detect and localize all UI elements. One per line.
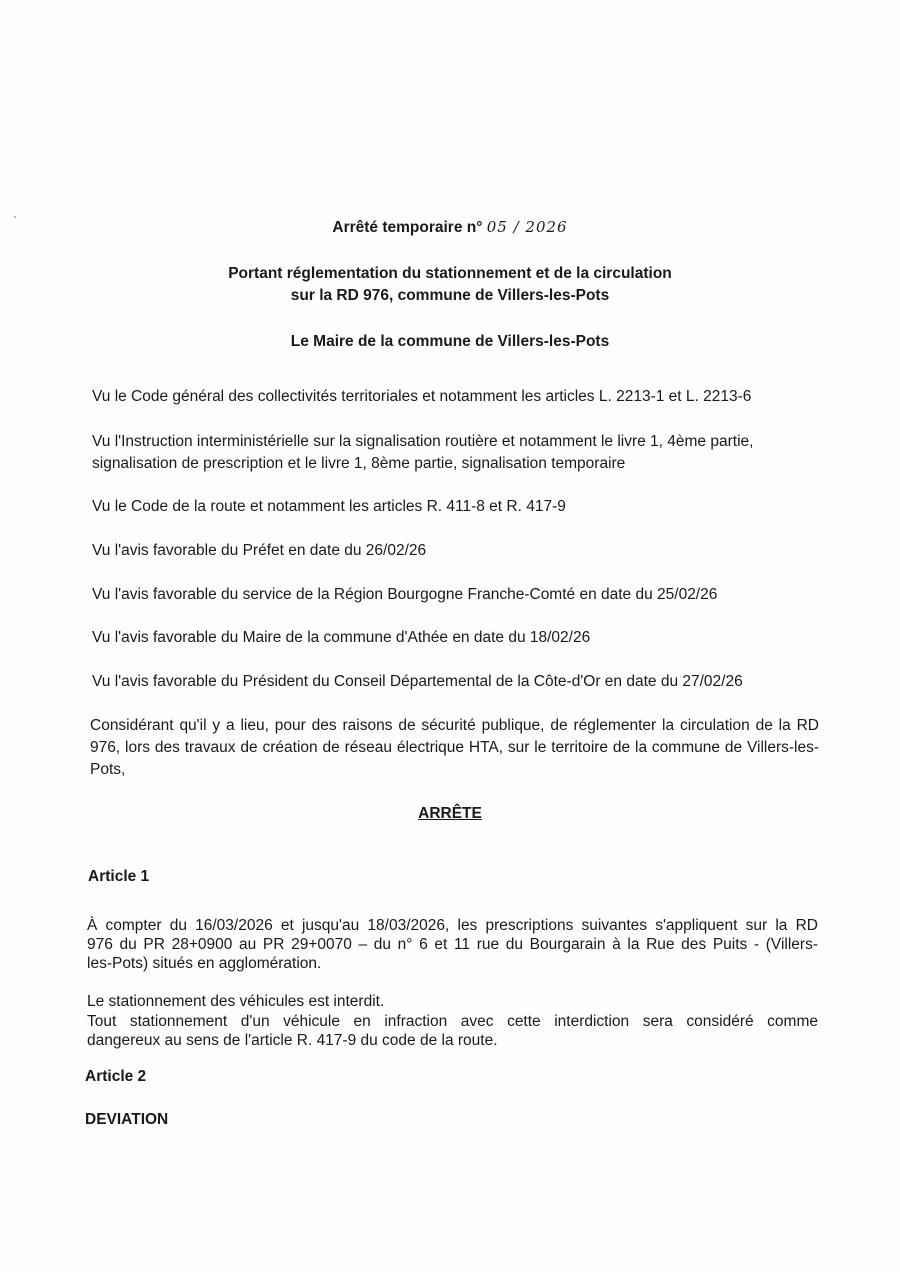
visa-region: Vu l'avis favorable du service de la Région Bourgogne Franche-Comté en date du 25/02/26 [92, 586, 718, 603]
article1-para1-line3: les-Pots) situés en agglomération. [87, 955, 322, 972]
arrete-heading: ARRÊTE [418, 805, 482, 822]
visa-instruction-line2: signalisation de prescription et le livre 1, 8ème partie, signalisation temporaire [92, 455, 626, 472]
article1-para2-line3: dangereux au sens de l'article R. 417-9 du code de la route. [87, 1032, 498, 1049]
decree-title-printed: Arrêté temporaire n° [332, 219, 483, 236]
visa-cgct: Vu le Code général des collectivités territoriales et notamment les articles L. 2213-1 et L. 2213-6 [92, 388, 752, 405]
considerant-line2: 976, lors des travaux de création de réseau électrique HTA, sur le territoire de la commune de Villers-les- [90, 739, 819, 756]
article1-para1-line1: À compter du 16/03/2026 et jusqu'au 18/03/2026, les prescriptions suivantes s'appliquent sur la RD [87, 917, 818, 934]
decree-number-handwritten: 05 / 2026 [486, 218, 568, 236]
visa-instruction-line1: Vu l'Instruction interministérielle sur la signalisation routière et notamment le livre 1, 4ème partie, [92, 433, 754, 450]
decree-authority: Le Maire de la commune de Villers-les-Pots [290, 333, 610, 350]
article2-heading: Article 2 [85, 1068, 147, 1085]
article1-para2-line1: Le stationnement des véhicules est interdit. [87, 993, 385, 1010]
considerant-line1: Considérant qu'il y a lieu, pour des raisons de sécurité publique, de réglementer la circulation de la RD [90, 717, 819, 734]
article2-subheading: DEVIATION [85, 1111, 169, 1128]
decree-subtitle-line2: sur la RD 976, commune de Villers-les-Pots [290, 287, 610, 304]
article1-heading: Article 1 [88, 868, 150, 885]
visa-maire-athee: Vu l'avis favorable du Maire de la commune d'Athée en date du 18/02/26 [92, 629, 591, 646]
decree-subtitle-line1: Portant réglementation du stationnement et de la circulation [228, 265, 672, 282]
decree-title [0, 218, 900, 237]
visa-prefet: Vu l'avis favorable du Préfet en date du 26/02/26 [92, 542, 427, 559]
article1-para1-line2: 976 du PR 28+0900 au PR 29+0070 – du n° 6 et 11 rue du Bourgarain à la Rue des Puits - (Villers- [87, 936, 818, 953]
article1-para2-line2: Tout stationnement d'un véhicule en infraction avec cette interdiction sera considéré comme [87, 1013, 818, 1030]
visa-conseil-departemental: Vu l'avis favorable du Président du Conseil Départemental de la Côte-d'Or en date du 27/02/26 [92, 673, 743, 690]
considerant-line3: Pots, [90, 761, 126, 778]
visa-code-route: Vu le Code de la route et notamment les articles R. 411-8 et R. 417-9 [92, 498, 566, 515]
